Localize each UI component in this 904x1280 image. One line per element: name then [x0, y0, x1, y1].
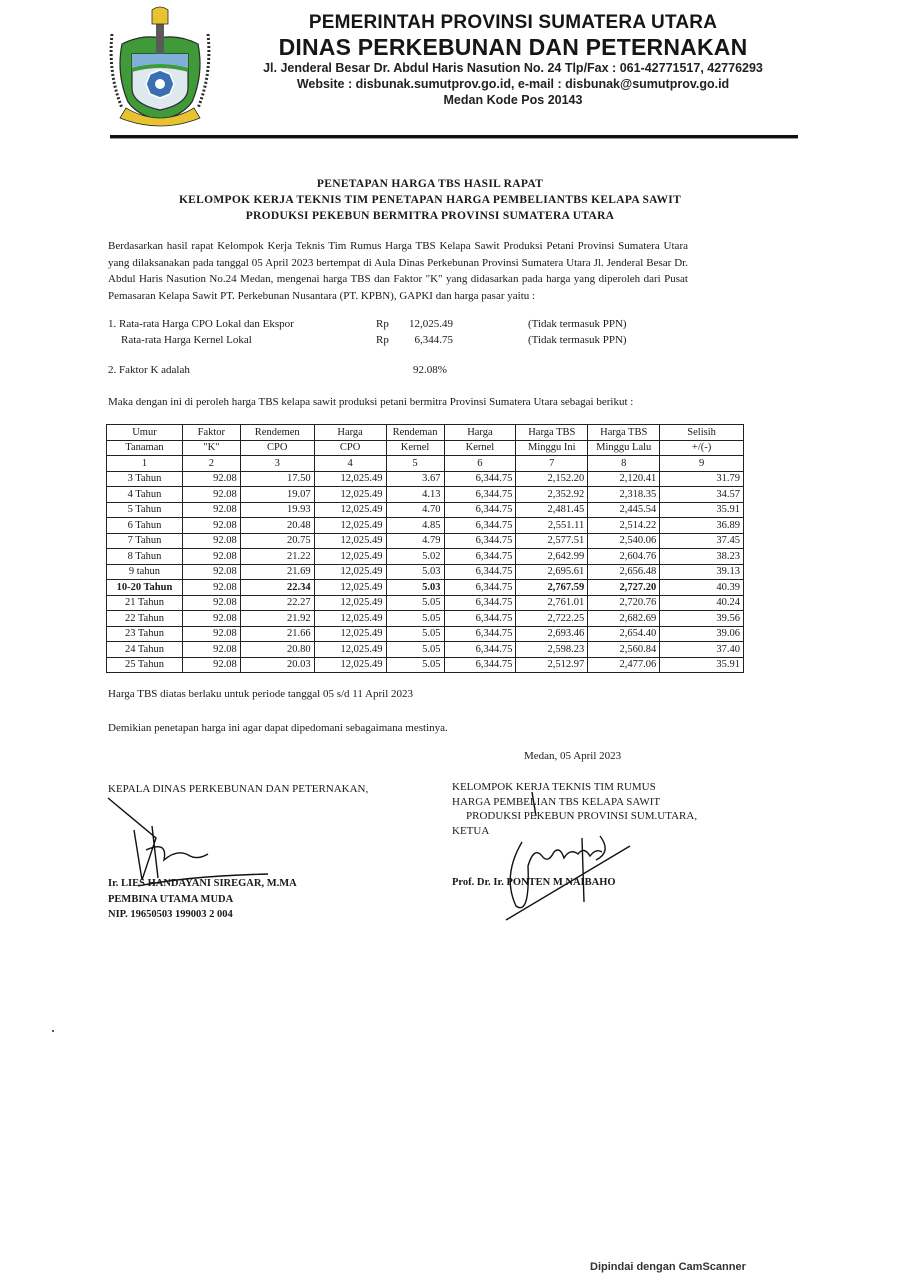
- table-cell: 2,727.20: [588, 580, 660, 596]
- column-header: 9: [660, 456, 744, 472]
- column-header: 6: [444, 456, 516, 472]
- price-currency: Rp: [376, 334, 389, 346]
- signatory-left: [108, 782, 428, 920]
- row-age-cell: 4 Tahun: [107, 487, 183, 503]
- row-age-cell: 25 Tahun: [107, 657, 183, 673]
- table-cell: 6,344.75: [444, 657, 516, 673]
- table-cell: 6,344.75: [444, 611, 516, 627]
- table-row: [107, 549, 744, 565]
- signatory-left-rank: PEMBINA UTAMA MUDA: [108, 893, 234, 905]
- provincial-crest-icon: [108, 4, 212, 130]
- table-cell: 2,642.99: [516, 549, 588, 565]
- column-header: 4: [314, 456, 386, 472]
- letterhead-divider: [110, 135, 798, 139]
- table-row: [107, 626, 744, 642]
- signatory-right-line-2: HARGA PEMBELIAN TBS KELAPA SAWIT: [452, 795, 661, 808]
- table-cell: 6,344.75: [444, 564, 516, 580]
- table-cell: 4.85: [386, 518, 444, 534]
- table-cell: 6,344.75: [444, 642, 516, 658]
- table-cell: 92.08: [182, 518, 240, 534]
- table-cell: 4.13: [386, 487, 444, 503]
- table-cell: 2,598.23: [516, 642, 588, 658]
- table-row: [107, 487, 744, 503]
- table-cell: 2,604.76: [588, 549, 660, 565]
- table-cell: 39.13: [660, 564, 744, 580]
- column-header: 2: [182, 456, 240, 472]
- table-cell: 92.08: [182, 549, 240, 565]
- table-cell: 6,344.75: [444, 533, 516, 549]
- table-cell: 2,477.06: [588, 657, 660, 673]
- signature-left-icon: [98, 790, 278, 890]
- row-age-cell: 6 Tahun: [107, 518, 183, 534]
- table-cell: 2,722.25: [516, 611, 588, 627]
- table-cell: 92.08: [182, 611, 240, 627]
- table-cell: 39.56: [660, 611, 744, 627]
- table-row: [107, 595, 744, 611]
- column-header: Kernel: [386, 440, 444, 456]
- table-cell: 12,025.49: [314, 471, 386, 487]
- column-header: 7: [516, 456, 588, 472]
- column-header: +/(-): [660, 440, 744, 456]
- table-cell: 2,512.97: [516, 657, 588, 673]
- table-cell: 40.24: [660, 595, 744, 611]
- price-currency: Rp: [376, 318, 389, 330]
- table-cell: 35.91: [660, 502, 744, 518]
- column-header: CPO: [240, 440, 314, 456]
- price-label: Rata-rata Harga Kernel Lokal: [121, 334, 252, 346]
- column-header: Minggu Lalu: [588, 440, 660, 456]
- column-header: 8: [588, 456, 660, 472]
- table-cell: 5.03: [386, 564, 444, 580]
- table-cell: 19.93: [240, 502, 314, 518]
- table-cell: 2,445.54: [588, 502, 660, 518]
- table-cell: 6,344.75: [444, 595, 516, 611]
- factor-k: [108, 364, 508, 376]
- title-line-3: PRODUKSI PEKEBUN BERMITRA PROVINSI SUMATERA UTARA: [245, 210, 615, 222]
- table-cell: 2,152.20: [516, 471, 588, 487]
- row-age-cell: 23 Tahun: [107, 626, 183, 642]
- signatory-left-position: KEPALA DINAS PERKEBUNAN DAN PETERNAKAN,: [108, 783, 369, 795]
- table-row: [107, 471, 744, 487]
- column-header: Kernel: [444, 440, 516, 456]
- table-cell: 2,695.61: [516, 564, 588, 580]
- table-cell: 2,560.84: [588, 642, 660, 658]
- table-cell: 6,344.75: [444, 580, 516, 596]
- table-cell: 2,767.59: [516, 580, 588, 596]
- table-cell: 20.03: [240, 657, 314, 673]
- table-row: [107, 502, 744, 518]
- table-cell: 17.50: [240, 471, 314, 487]
- title-line-1: PENETAPAN HARGA TBS HASIL RAPAT: [316, 178, 544, 190]
- table-cell: 92.08: [182, 533, 240, 549]
- column-header: Harga: [314, 425, 386, 441]
- column-header: 3: [240, 456, 314, 472]
- letterhead: [108, 4, 808, 134]
- table-cell: 2,514.22: [588, 518, 660, 534]
- government-name: PEMERINTAH PROVINSI SUMATERA UTARA: [308, 12, 718, 33]
- validity-note: Harga TBS diatas berlaku untuk periode tanggal 05 s/d 11 April 2023: [108, 688, 413, 700]
- table-header-row: [107, 425, 744, 441]
- table-cell: 6,344.75: [444, 549, 516, 565]
- column-header: Rendemen: [240, 425, 314, 441]
- table-cell: 12,025.49: [314, 642, 386, 658]
- table-cell: 6,344.75: [444, 502, 516, 518]
- table-cell: 92.08: [182, 580, 240, 596]
- table-cell: 37.45: [660, 533, 744, 549]
- agency-address: Jl. Jenderal Besar Dr. Abdul Haris Nasution No. 24 Tlp/Fax : 061-42771517, 42776293: [263, 61, 763, 75]
- table-row: [107, 642, 744, 658]
- table-cell: 12,025.49: [314, 595, 386, 611]
- row-age-cell: 21 Tahun: [107, 595, 183, 611]
- column-header: Minggu Ini: [516, 440, 588, 456]
- price-amount: 12,025.49: [409, 318, 453, 330]
- table-cell: 21.22: [240, 549, 314, 565]
- price-note: (Tidak termasuk PPN): [528, 334, 627, 346]
- table-cell: 2,540.06: [588, 533, 660, 549]
- table-cell: 6,344.75: [444, 487, 516, 503]
- intro-paragraph: Berdasarkan hasil rapat Kelompok Kerja Teknis Tim Rumus Harga TBS Kelapa Sawit Produksi Petani Provinsi Sumatera Utara yang dilaksanakan pada tanggal 05 April 2023 bertempat di Aula Dinas Perkebunan Provinsi Sumatera Utara Jl. Jenderal Besar Dr. Abdul Haris Nasution No.24 Medan, mengenai harga TBS dan Faktor "K" yang didasarkan pada harga yang diperoleh dari Pusat Pemasaran Kelapa Sawit PT. Perkebunan Nusantara (PT. KPBN), GAPKI dan harga pasar yaitu :: [108, 240, 688, 302]
- table-cell: 21.69: [240, 564, 314, 580]
- table-cell: 2,720.76: [588, 595, 660, 611]
- table-cell: 5.02: [386, 549, 444, 565]
- table-cell: 35.91: [660, 657, 744, 673]
- table-cell: 34.57: [660, 487, 744, 503]
- signatory-right-line-1: KELOMPOK KERJA TEKNIS TIM RUMUS: [452, 781, 656, 793]
- table-cell: 12,025.49: [314, 533, 386, 549]
- table-cell: 12,025.49: [314, 518, 386, 534]
- title-line-2: KELOMPOK KERJA TEKNIS TIM PENETAPAN HARGA PEMBELIANTBS KELAPA SAWIT: [178, 194, 682, 206]
- table-cell: 2,120.41: [588, 471, 660, 487]
- column-header: Harga TBS: [588, 425, 660, 441]
- table-cell: 22.27: [240, 595, 314, 611]
- table-cell: 92.08: [182, 502, 240, 518]
- letterhead-text: [218, 12, 808, 108]
- table-cell: 40.39: [660, 580, 744, 596]
- column-header: 1: [107, 456, 183, 472]
- column-header: "K": [182, 440, 240, 456]
- table-cell: 3.67: [386, 471, 444, 487]
- row-age-cell: 9 tahun: [107, 564, 183, 580]
- table-cell: 4.70: [386, 502, 444, 518]
- table-row: [107, 564, 744, 580]
- table-cell: 36.89: [660, 518, 744, 534]
- table-cell: 5.05: [386, 626, 444, 642]
- tbs-price-table: [106, 424, 744, 673]
- table-row: [107, 533, 744, 549]
- table-cell: 2,481.45: [516, 502, 588, 518]
- column-header: 5: [386, 456, 444, 472]
- table-cell: 5.05: [386, 595, 444, 611]
- table-cell: 2,654.40: [588, 626, 660, 642]
- table-cell: 92.08: [182, 595, 240, 611]
- table-cell: 2,682.69: [588, 611, 660, 627]
- table-cell: 92.08: [182, 657, 240, 673]
- table-cell: 2,693.46: [516, 626, 588, 642]
- price-list: [108, 316, 668, 348]
- table-cell: 92.08: [182, 626, 240, 642]
- table-row: [107, 611, 744, 627]
- column-header: CPO: [314, 440, 386, 456]
- table-cell: 20.75: [240, 533, 314, 549]
- row-age-cell: 24 Tahun: [107, 642, 183, 658]
- factor-label: 2. Faktor K adalah: [108, 364, 190, 376]
- table-cell: 37.40: [660, 642, 744, 658]
- signatory-right-line-3: PRODUKSI PEKEBUN PROVINSI SUM.UTARA,: [466, 810, 698, 822]
- table-cell: 12,025.49: [314, 502, 386, 518]
- table-cell: 39.06: [660, 626, 744, 642]
- table-cell: 12,025.49: [314, 657, 386, 673]
- table-cell: 12,025.49: [314, 611, 386, 627]
- table-cell: 2,761.01: [516, 595, 588, 611]
- row-age-cell: 8 Tahun: [107, 549, 183, 565]
- table-cell: 12,025.49: [314, 564, 386, 580]
- camscanner-watermark: Dipindai dengan CamScanner: [590, 1261, 746, 1273]
- table-cell: 5.03: [386, 580, 444, 596]
- table-intro: Maka dengan ini di peroleh harga TBS kelapa sawit produksi petani bermitra Provinsi Sumatera Utara sebagai berikut :: [108, 396, 634, 408]
- column-header: Faktor: [182, 425, 240, 441]
- table-cell: 6,344.75: [444, 626, 516, 642]
- column-header: Umur: [107, 425, 183, 441]
- column-header: Rendeman: [386, 425, 444, 441]
- row-age-cell: 3 Tahun: [107, 471, 183, 487]
- table-row: [107, 657, 744, 673]
- row-age-cell: 5 Tahun: [107, 502, 183, 518]
- table-cell: 19.07: [240, 487, 314, 503]
- table-cell: 12,025.49: [314, 487, 386, 503]
- table-cell: 2,352.92: [516, 487, 588, 503]
- factor-value: 92.08%: [413, 364, 447, 376]
- table-header-row: [107, 440, 744, 456]
- table-cell: 4.79: [386, 533, 444, 549]
- table-cell: 92.08: [182, 471, 240, 487]
- closing-note: Demikian penetapan harga ini agar dapat dipedomani sebagaimana mestinya.: [108, 722, 448, 734]
- column-header: Selisih: [660, 425, 744, 441]
- table-header-row: [107, 456, 744, 472]
- table-cell: 6,344.75: [444, 471, 516, 487]
- table-cell: 6,344.75: [444, 518, 516, 534]
- signatory-right: [452, 780, 752, 888]
- table-cell: 92.08: [182, 642, 240, 658]
- column-header: Tanaman: [107, 440, 183, 456]
- signatory-left-details: [108, 876, 297, 923]
- table-cell: 20.48: [240, 518, 314, 534]
- price-row-kernel: [108, 332, 668, 348]
- price-row-cpo: [108, 316, 668, 332]
- price-note: (Tidak termasuk PPN): [528, 318, 627, 330]
- table-cell: 12,025.49: [314, 549, 386, 565]
- table-row: [107, 518, 744, 534]
- row-age-cell: 7 Tahun: [107, 533, 183, 549]
- row-age-cell: 22 Tahun: [107, 611, 183, 627]
- signatory-right-name: Prof. Dr. Ir. PONTEN M NAIBAHO: [452, 877, 616, 888]
- table-cell: 92.08: [182, 564, 240, 580]
- table-cell: 22.34: [240, 580, 314, 596]
- table-cell: 12,025.49: [314, 580, 386, 596]
- table-cell: 2,577.51: [516, 533, 588, 549]
- table-cell: 92.08: [182, 487, 240, 503]
- table-cell: 31.79: [660, 471, 744, 487]
- price-label: 1. Rata-rata Harga CPO Lokal dan Ekspor: [108, 318, 294, 330]
- table-cell: 2,551.11: [516, 518, 588, 534]
- table-cell: 38.23: [660, 549, 744, 565]
- table-cell: 21.66: [240, 626, 314, 642]
- price-amount: 6,344.75: [414, 334, 453, 346]
- table-cell: 2,656.48: [588, 564, 660, 580]
- row-age-cell: 10-20 Tahun: [107, 580, 183, 596]
- agency-name: DINAS PERKEBUNAN DAN PETERNAKAN: [278, 34, 748, 60]
- table-cell: 5.05: [386, 657, 444, 673]
- agency-website: Website : disbunak.sumutprov.go.id, e-mail : disbunak@sumutprov.go.id: [296, 77, 730, 91]
- table-cell: 5.05: [386, 611, 444, 627]
- table-cell: 12,025.49: [314, 626, 386, 642]
- agency-city: Medan Kode Pos 20143: [443, 93, 583, 107]
- column-header: Harga TBS: [516, 425, 588, 441]
- document-title: [100, 176, 760, 224]
- table-cell: 21.92: [240, 611, 314, 627]
- table-cell: 5.05: [386, 642, 444, 658]
- signatory-right-line-4: KETUA: [452, 824, 490, 837]
- scan-speck: [52, 1030, 54, 1032]
- signatory-left-name: Ir. LIES HANDAYANI SIREGAR, M.MA: [108, 878, 297, 889]
- signatory-left-nip: NIP. 19650503 199003 2 004: [108, 909, 233, 920]
- document-date: Medan, 05 April 2023: [524, 750, 622, 762]
- table-row: [107, 580, 744, 596]
- table-cell: 20.80: [240, 642, 314, 658]
- column-header: Harga: [444, 425, 516, 441]
- table-cell: 2,318.35: [588, 487, 660, 503]
